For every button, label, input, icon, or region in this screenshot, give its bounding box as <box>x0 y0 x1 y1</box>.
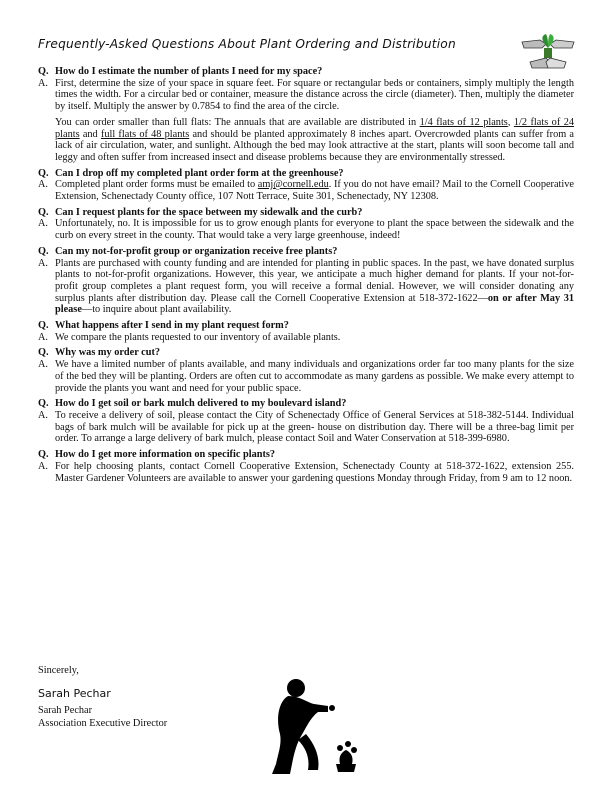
answer-text: You can order smaller than full flats: The annuals that are available are distributed in 1/4 flats of 12 plants, 1/2 flats of 24 plants and full flats of 48 plants and should be planted approximately 8 inches apart. Overcrowded plants can suffer from a lack of air circulation, water, and sunlight. Although the bed may look attractive at the start, plants will soon become tall and leggy and often suffer from increased insect and disease problems because they are environmentally stressed. <box>55 116 575 163</box>
question-marker: Q. <box>38 347 49 359</box>
answer-marker: A. <box>38 331 49 343</box>
question-text: How do I estimate the number of plants I need for my space? <box>55 66 323 77</box>
question-marker: Q. <box>38 320 49 332</box>
answer-marker: A. <box>38 409 49 421</box>
answer-marker: A. <box>38 77 49 89</box>
question-text: What happens after I send in my plant request form? <box>55 320 289 332</box>
faq-item <box>38 207 574 242</box>
question-text: Why was my order cut? <box>55 347 161 359</box>
closing-text: Sincerely, <box>38 665 79 676</box>
question-text: Can my not-for-profit group or organization receive free plants? <box>55 245 338 257</box>
faq-item <box>38 449 574 484</box>
page-title: Frequently-Asked Questions About Plant Ordering and Distribution <box>38 37 456 51</box>
signoff-block <box>38 664 167 730</box>
flat-size: full flats of 48 plants <box>100 128 190 140</box>
answer-text: First, determine the size of your space in square feet. For square or rectangular beds or containers, simply multiply the length times the width. For a circular bed or container, measure the distance across the circle (diameter). Then, multiply the diameter by itself. Multiply the answer by 0.7854 to find the area of the circle. <box>55 77 574 113</box>
answer-text: Completed plant order forms must be emailed to amj@cornell.edu. If you do not have email? Mail to the Cornell Cooperative Extension, Schenectady County office, 107 Nott Terrace, Suite 301, Schenectady, NY 12308. <box>55 179 574 203</box>
question-marker: Q. <box>38 245 49 257</box>
question-marker: Q. <box>38 449 49 461</box>
flat-size: 1/4 flats of 12 plants <box>419 116 508 128</box>
answer-marker: A. <box>38 359 49 371</box>
signer-role: Association Executive Director <box>38 718 168 729</box>
faq-item <box>38 320 574 343</box>
faq-item <box>38 168 574 203</box>
question-text: How do I get more information on specific plants? <box>55 449 276 461</box>
emphasis-text: on or after May 31 please <box>55 292 574 316</box>
faq-item <box>38 246 574 316</box>
answer-text: Unfortunately, no. It is impossible for us to grow enough plants for everyone to plant the space between the sidewalk and the curb on every street in the county. That would take a very large greenhouse, indeed! <box>55 218 574 242</box>
gardener-silhouette-icon <box>270 678 370 778</box>
answer-text: To receive a delivery of soil, please contact the City of Schenectady Office of General Services at 518-382-5144. Individual bags of bark mulch will be available for pick up at the green- house on distribution day. There will be a three-bag limit per order. To arrange a large delivery of bark mulch, please contact Soil and Water Conservation at 518-399-6980. <box>55 409 574 445</box>
answer-marker: A. <box>38 179 49 191</box>
answer-text: Plants are purchased with county funding and are intended for planting in public spaces. In the past, we have donated surplus plants to not-for-profit organizations. However, this year, we anticipate a much higher demand for plants. If your not-for-profit group completes a plant request form, you will receive a formal denial. However, we will consider donating any surplus plants after distribution day. Please call the Cornell Cooperative Extension at 518-372-1622—on or after May 31 please—to inquire about plant availability. <box>55 257 574 316</box>
signature: Sarah Pechar <box>38 687 111 700</box>
flat-size: 1/2 flats of 24 plants <box>55 116 574 140</box>
question-marker: Q. <box>38 167 49 179</box>
question-marker: Q. <box>38 66 49 77</box>
answer-marker: A. <box>38 218 49 230</box>
question-marker: Q. <box>38 206 49 218</box>
answer-text: We have a limited number of plants available, and many individuals and organizations order far too many plants for the size of the bed they will be planting. Orders are often cut to accommodate as many gardens as possible. We make every attempt to provide the plants you want and need for your public space. <box>55 359 574 394</box>
answer-text: We compare the plants requested to our inventory of available plants. <box>55 331 341 343</box>
answer-marker: A. <box>38 257 49 269</box>
email-link[interactable]: amj@cornell.edu <box>257 179 329 191</box>
signer-name: Sarah Pechar <box>38 705 93 716</box>
question-text: Can I request plants for the space between my sidewalk and the curb? <box>55 206 363 218</box>
question-text: Can I drop off my completed plant order form at the greenhouse? <box>55 167 344 179</box>
question-marker: Q. <box>38 398 49 410</box>
answer-text: For help choosing plants, contact Cornell Cooperative Extension, Schenectady County at 518-372-1622, extension 255. Master Gardener Volunteers are available to answer your gardening questions Monday through Friday, from 9 am to 12 noon. <box>55 460 574 484</box>
question-text: How do I get soil or bark mulch delivered to my boulevard island? <box>55 398 347 410</box>
answer-marker: A. <box>38 460 49 472</box>
faq-item <box>38 398 574 445</box>
faq-item <box>38 66 574 164</box>
faq-list <box>38 66 574 488</box>
faq-item <box>38 347 574 394</box>
